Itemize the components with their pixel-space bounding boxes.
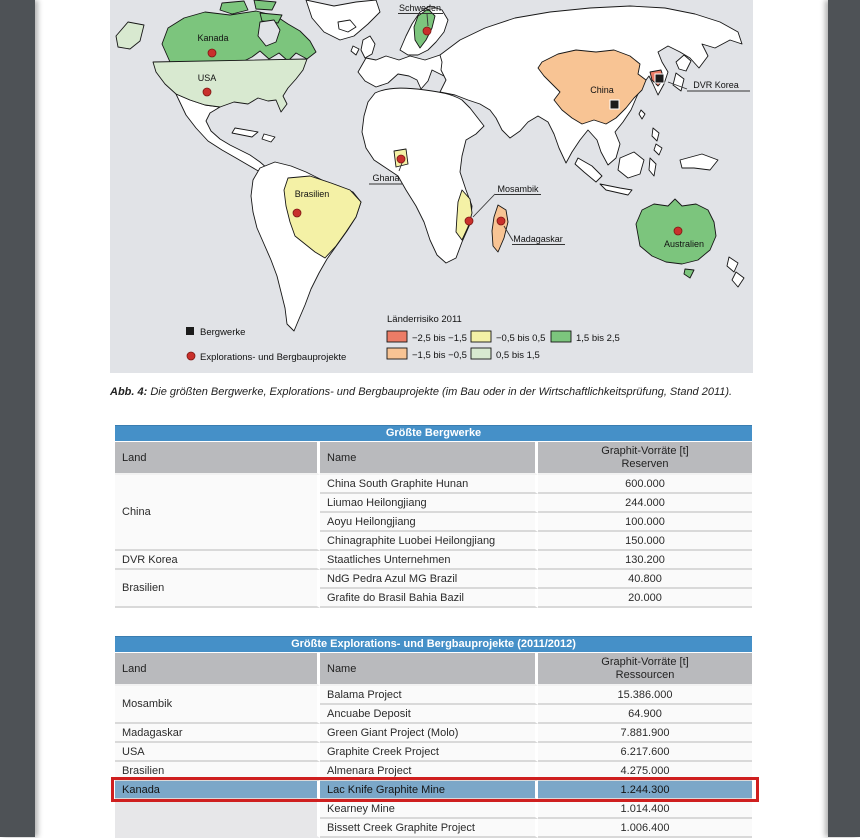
cell-name: Liumao Heilongjiang <box>320 494 538 513</box>
figure-caption <box>110 386 770 398</box>
legend-swatch-risk3 <box>471 331 491 342</box>
label-mosambik: Mosambik <box>497 184 539 194</box>
col-header-value-line2: Ressourcen <box>615 669 675 681</box>
legend-project-label: Explorations- und Bergbauprojekte <box>200 352 347 363</box>
cell-value: 100.000 <box>538 513 752 532</box>
col-header-value <box>538 653 752 686</box>
marker-project-brasilien <box>293 209 301 217</box>
cell-name: Graphite Creek Project <box>320 743 538 762</box>
cell-name: Bissett Creek Graphite Project <box>320 819 538 838</box>
cell-value: 150.000 <box>538 532 752 551</box>
cell-name: Green Giant Project (Molo) <box>320 724 538 743</box>
cell-land: Madagaskar <box>115 724 320 743</box>
cell-land: Brasilien <box>115 762 320 781</box>
cell-value: 244.000 <box>538 494 752 513</box>
table-projects-title: Größte Explorations- und Bergbauprojekte (2011/2012) <box>115 636 752 652</box>
cell-value: 7.881.900 <box>538 724 752 743</box>
marker-mine-dvr-korea <box>655 74 664 83</box>
table-header-row <box>115 653 752 686</box>
cell-name: Staatliches Unternehmen <box>320 551 538 570</box>
table-row <box>115 475 752 494</box>
legend-risk1-label: −2,5 bis −1,5 <box>412 333 467 344</box>
col-header-name: Name <box>320 442 538 475</box>
marker-project-schweden <box>423 27 431 35</box>
cell-value: 20.000 <box>538 589 752 608</box>
cell-land-continuation <box>115 800 320 838</box>
table-row <box>115 800 752 819</box>
cell-name: Ancuabe Deposit <box>320 705 538 724</box>
legend-risk5-label: 1,5 bis 2,5 <box>576 333 620 344</box>
table-row <box>115 570 752 589</box>
table-mines-title: Größte Bergwerke <box>115 425 752 441</box>
marker-project-madagaskar <box>497 217 505 225</box>
label-ghana: Ghana <box>372 173 400 183</box>
cell-value: 64.900 <box>538 705 752 724</box>
col-header-value-line2: Reserven <box>621 458 669 470</box>
cell-value: 1.014.400 <box>538 800 752 819</box>
table-mines-grid <box>115 442 752 608</box>
cell-land: Mosambik <box>115 686 320 724</box>
table-row <box>115 551 752 570</box>
table-row <box>115 743 752 762</box>
label-australien: Australien <box>663 239 705 249</box>
cell-value: 1.244.300 <box>538 781 752 800</box>
col-header-value-line1: Graphit-Vorräte [t] <box>601 445 689 457</box>
col-header-value <box>538 442 752 475</box>
label-usa: USA <box>197 73 217 83</box>
label-dvr-korea: DVR Korea <box>693 80 739 90</box>
cell-land: Kanada <box>115 781 320 800</box>
cell-value: 40.800 <box>538 570 752 589</box>
cell-name: Aoyu Heilongjiang <box>320 513 538 532</box>
label-china: China <box>590 85 614 95</box>
label-kanada: Kanada <box>197 33 229 43</box>
marker-project-kanada <box>208 49 216 57</box>
figure-caption-text: Die größten Bergwerke, Explorations- und Bergbauprojekte (im Bau oder in der Wirtschaftlichkeitsprüfung, Stand 2011). <box>147 386 733 398</box>
legend-swatch-risk5 <box>551 331 571 342</box>
cell-land: USA <box>115 743 320 762</box>
label-brasilien: Brasilien <box>294 189 330 199</box>
cell-name: NdG Pedra Azul MG Brazil <box>320 570 538 589</box>
legend-mine-icon <box>186 327 194 335</box>
table-row <box>115 724 752 743</box>
country-kanada-arctic2 <box>254 0 276 10</box>
marker-project-usa <box>203 88 211 96</box>
table-row-highlighted <box>115 781 752 800</box>
marker-project-australien <box>674 227 682 235</box>
cell-land: Brasilien <box>115 570 320 608</box>
legend-risk2-label: −1,5 bis −0,5 <box>412 350 467 361</box>
table-mines <box>115 425 752 608</box>
cell-name: Grafite do Brasil Bahia Bazil <box>320 589 538 608</box>
cell-name: Chinagraphite Luobei Heilongjiang <box>320 532 538 551</box>
label-madagaskar: Madagaskar <box>513 234 563 244</box>
cell-name: Balama Project <box>320 686 538 705</box>
legend-swatch-risk1 <box>387 331 407 342</box>
cell-value: 4.275.000 <box>538 762 752 781</box>
world-map-figure <box>110 0 753 373</box>
cell-value: 1.006.400 <box>538 819 752 838</box>
col-header-name: Name <box>320 653 538 686</box>
cell-value: 15.386.000 <box>538 686 752 705</box>
table-projects-grid <box>115 653 752 838</box>
cell-land: China <box>115 475 320 551</box>
cell-value: 130.200 <box>538 551 752 570</box>
col-header-value-line1: Graphit-Vorräte [t] <box>601 656 689 668</box>
legend-project-icon <box>187 352 195 360</box>
table-row <box>115 762 752 781</box>
cell-name: China South Graphite Hunan <box>320 475 538 494</box>
legend-risk4-label: 0,5 bis 1,5 <box>496 350 540 361</box>
cell-land: DVR Korea <box>115 551 320 570</box>
cell-name: Lac Knife Graphite Mine <box>320 781 538 800</box>
legend-risk3-label: −0,5 bis 0,5 <box>496 333 546 344</box>
legend-risk-title: Länderrisiko 2011 <box>387 314 462 325</box>
marker-project-mosambik <box>465 217 473 225</box>
cell-name: Kearney Mine <box>320 800 538 819</box>
label-schweden: Schweden <box>398 3 442 13</box>
table-row <box>115 686 752 705</box>
col-header-land: Land <box>115 653 320 686</box>
viewer-gutter-right <box>828 0 860 837</box>
cell-value: 6.217.600 <box>538 743 752 762</box>
cell-value: 600.000 <box>538 475 752 494</box>
legend-mine-label: Bergwerke <box>200 327 246 338</box>
table-projects <box>115 636 752 838</box>
col-header-land: Land <box>115 442 320 475</box>
marker-project-ghana <box>397 155 405 163</box>
figure-caption-prefix: Abb. 4: <box>110 386 148 398</box>
legend-swatch-risk2 <box>387 348 407 359</box>
viewer-gutter-left <box>0 0 35 837</box>
legend-swatch-risk4 <box>471 348 491 359</box>
table-header-row <box>115 442 752 475</box>
cell-name: Almenara Project <box>320 762 538 781</box>
marker-mine-china <box>610 100 619 109</box>
